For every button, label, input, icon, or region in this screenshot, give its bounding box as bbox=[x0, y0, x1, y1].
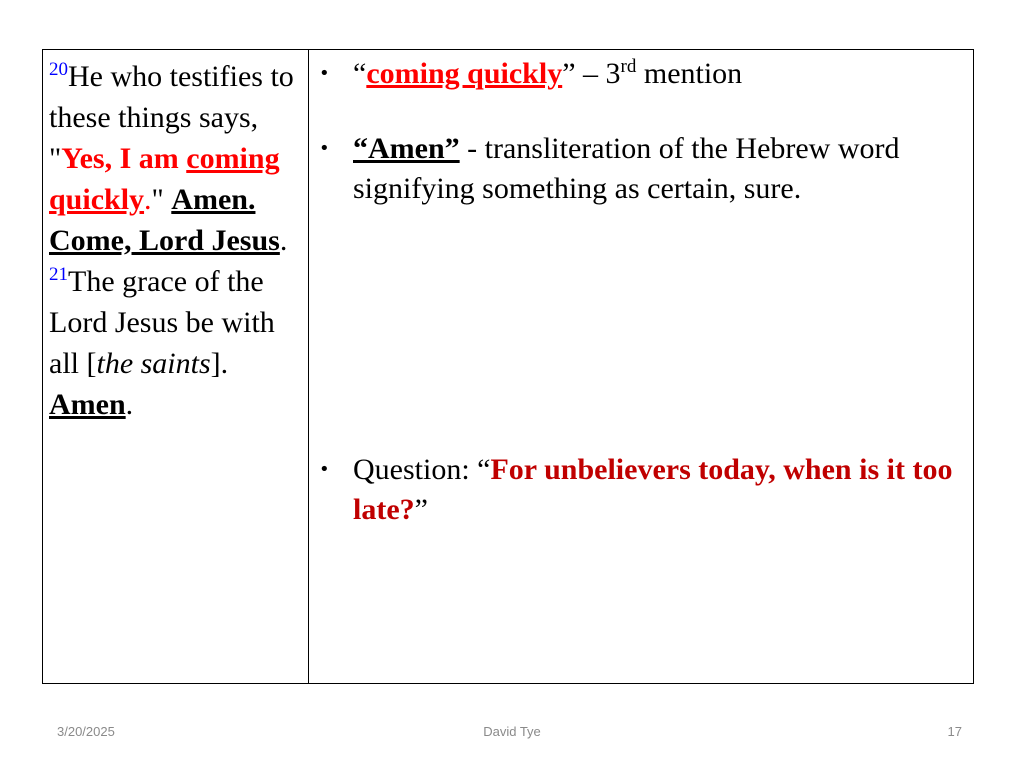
scripture-text: . bbox=[279, 224, 288, 257]
ordinal-suffix: rd bbox=[620, 56, 637, 77]
scripture-amen-come-lord-jesus: Amen. Come, Lord Jesus bbox=[49, 183, 280, 257]
scripture-text: He who testifies to these things says, " bbox=[49, 60, 294, 175]
verse-number-20: 20 bbox=[49, 59, 68, 80]
bullet-text-part: mention bbox=[636, 57, 743, 90]
scripture-coming: coming bbox=[186, 142, 280, 175]
scripture-italic: the saints bbox=[96, 347, 211, 380]
scripture-quickly: quickly bbox=[49, 183, 145, 216]
question-close: ” bbox=[414, 493, 428, 526]
bullet-text bbox=[353, 450, 959, 530]
footer-date: 3/20/2025 bbox=[57, 724, 115, 739]
scripture-text: The grace of the Lord Jesus be with all [ bbox=[49, 265, 275, 380]
scripture-quote-close: " bbox=[151, 183, 172, 216]
amen-definition: - transliteration of the Hebrew word signifying something as certain, sure. bbox=[353, 132, 900, 205]
bullet-question bbox=[319, 450, 959, 530]
footer-page-number: 17 bbox=[947, 724, 962, 739]
scripture-passage bbox=[49, 56, 304, 425]
open-quote: “ bbox=[353, 57, 367, 90]
scripture-emphasis: Yes, I am bbox=[61, 142, 187, 175]
scripture-cell bbox=[43, 50, 309, 684]
amen-term: “Amen” bbox=[353, 132, 460, 165]
verse-number-21: 21 bbox=[49, 264, 68, 285]
coming-quickly-highlight: coming quickly bbox=[366, 57, 563, 90]
scripture-period: . bbox=[144, 183, 152, 216]
bullet-coming-quickly bbox=[319, 54, 959, 94]
scripture-amen: Amen bbox=[49, 388, 126, 421]
bullet-amen bbox=[319, 129, 959, 209]
bullet-text bbox=[353, 129, 959, 209]
question-lead: Question: “ bbox=[353, 453, 491, 486]
bullet-dot-icon: • bbox=[319, 138, 330, 159]
scripture-text: ]. bbox=[210, 347, 229, 380]
footer-author: David Tye bbox=[483, 724, 541, 739]
bullet-list bbox=[309, 50, 973, 683]
bullet-dot-icon: • bbox=[319, 63, 330, 84]
bullet-text bbox=[353, 54, 959, 94]
scripture-text: . bbox=[125, 388, 134, 421]
question-text: For unbelievers today, when is it too late? bbox=[353, 453, 953, 526]
notes-cell bbox=[309, 50, 974, 684]
bullet-dot-icon: • bbox=[319, 459, 330, 480]
content-table bbox=[42, 49, 974, 684]
bullet-text-part: ” – 3 bbox=[562, 57, 621, 90]
